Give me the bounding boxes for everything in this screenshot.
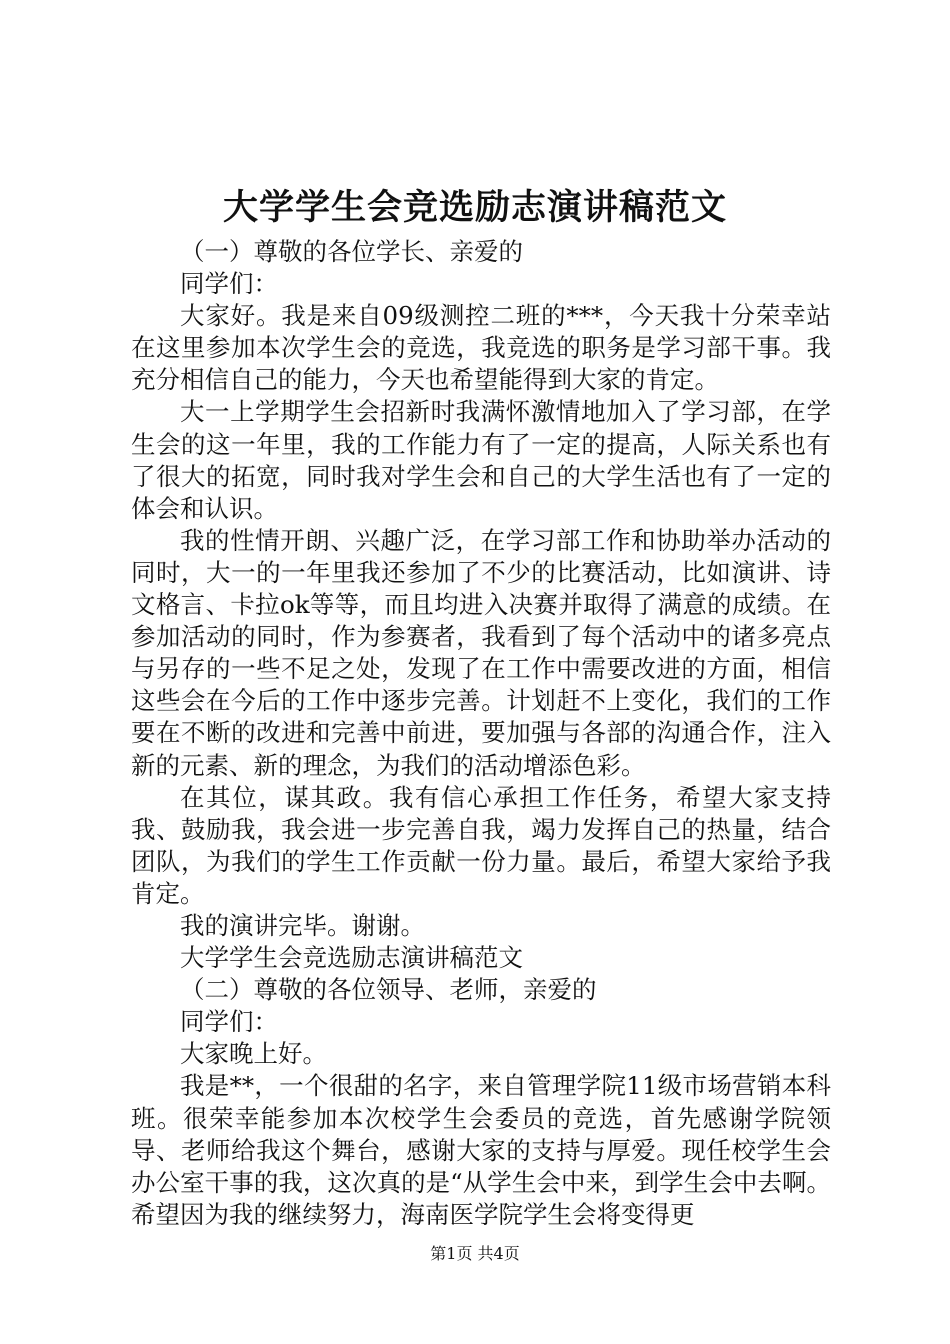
paragraph: 我的演讲完毕。谢谢。: [180, 910, 425, 940]
paragraph: 大学学生会竞选励志演讲稿范文: [180, 943, 523, 973]
paragraph: 大家晚上好。: [180, 1039, 327, 1069]
paragraph: 我的性情开朗、兴趣广泛，在学习部工作和协助举办活动的同时，大一的一年里我还参加了不少的比赛活动，比如演讲、诗文格言、卡拉ok等等，而且均进入决赛并取得了满意的成绩。在参加活动的同时，作为参赛者，我看到了每个活动中的诸多亮点与另存的一些不足之处，发现了在工作中需要改进的方面，相信这些会在今后的工作中逐步完善。计划赶不上变化，我们的工作要在不断的改进和完善中前进，要加强与各部的沟通合作，注入新的元素、新的理念，为我们的活动增添色彩。: [131, 525, 831, 780]
paragraph: 同学们：: [180, 1007, 278, 1037]
document-title: 大学学生会竞选励志演讲稿范文: [222, 187, 727, 228]
page-footer: 第1页 共4页: [430, 1244, 520, 1263]
paragraph: 同学们：: [180, 269, 278, 299]
paragraph: （一）尊敬的各位学长、亲爱的: [180, 237, 523, 266]
paragraph: （二）尊敬的各位领导、老师，亲爱的: [180, 975, 597, 1005]
paragraph: 大一上学期学生会招新时我满怀激情地加入了学习部，在学生会的这一年里，我的工作能力有了一定的提高，人际关系也有了很大的拓宽，同时我对学生会和自己的大学生活也有了一定的体会和认识。: [131, 397, 831, 523]
paragraph: 大家好。我是来自09级测控二班的***，今天我十分荣幸站在这里参加本次学生会的竞选，我竞选的职务是学习部干事。我充分相信自己的能力，今天也希望能得到大家的肯定。: [131, 301, 831, 395]
paragraph: 在其位，谋其政。我有信心承担工作任务，希望大家支持我、鼓励我，我会进一步完善自我，竭力发挥自己的热量，结合团队，为我们的学生工作贡献一份力量。最后，希望大家给予我肯定。: [131, 782, 831, 908]
document-body: [131, 236, 831, 1231]
paragraph: 我是**，一个很甜的名字，来自管理学院11级市场营销本科班。很荣幸能参加本次校学生会委员的竞选，首先感谢学院领导、老师给我这个舞台，感谢大家的支持与厚爱。现任校学生会办公室干事的我，这次真的是“从学生会中来，到学生会中去啊。希望因为我的继续努力，海南医学院学生会将变得更: [131, 1071, 831, 1229]
